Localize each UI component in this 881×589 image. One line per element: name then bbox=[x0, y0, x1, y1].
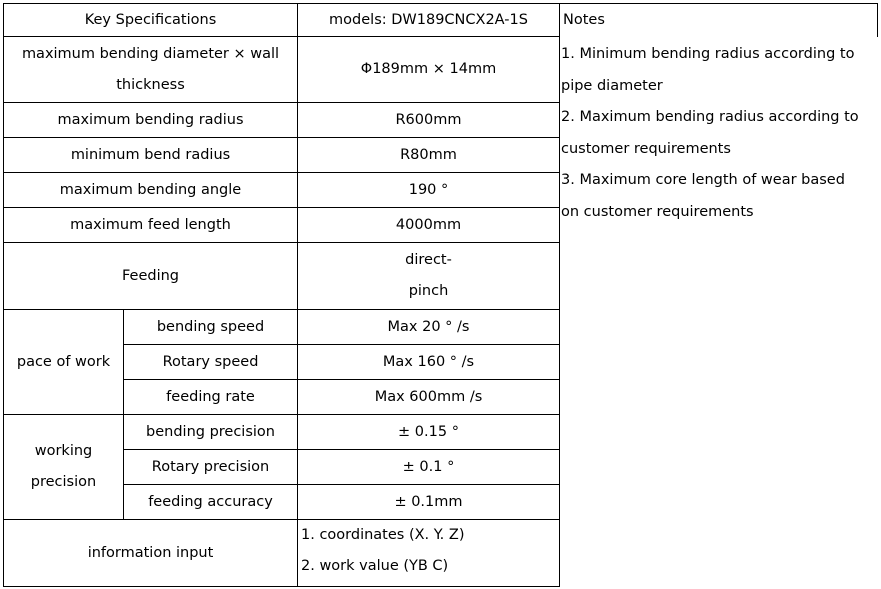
pace-item-value bbox=[298, 345, 559, 379]
precision-item-value bbox=[298, 485, 559, 519]
row-value-text: ± 0.1mm bbox=[394, 493, 463, 510]
row-label-text: feeding rate bbox=[166, 388, 255, 405]
row-max-radius-value bbox=[298, 103, 559, 137]
row-label-text: Feeding bbox=[121, 267, 180, 284]
row-value-text: ± 0.15 ° bbox=[398, 423, 459, 440]
row-value-line: direct- bbox=[405, 252, 452, 268]
row-max-angle-value bbox=[298, 173, 559, 207]
row-value-text: 4000mm bbox=[395, 216, 462, 233]
row-label-text: maximum feed length bbox=[70, 216, 231, 233]
row-value-text: Max 600mm /s bbox=[374, 388, 483, 405]
row-label-text: maximum bending angle bbox=[59, 181, 242, 198]
precision-item-value bbox=[298, 415, 559, 449]
header-model bbox=[298, 4, 559, 36]
pace-group-label bbox=[4, 310, 123, 414]
row-label-line: thickness bbox=[116, 76, 185, 93]
row-min-radius-value bbox=[298, 138, 559, 172]
precision-item-value bbox=[298, 450, 559, 484]
row-feed-length-label bbox=[4, 208, 297, 242]
header-model-text: models: DW189CNCX2A-1S bbox=[329, 11, 528, 28]
row-label-text: bending precision bbox=[146, 423, 275, 440]
row-label-text: bending speed bbox=[156, 318, 265, 335]
pace-item-value bbox=[298, 310, 559, 344]
info-line: 1. coordinates (X. Y. Z) bbox=[301, 527, 465, 543]
pace-item-label bbox=[124, 380, 297, 414]
info-value bbox=[298, 520, 559, 586]
info-label bbox=[4, 520, 297, 586]
note-line: 1. Minimum bending radius according to bbox=[561, 46, 855, 62]
row-bending-diameter-value bbox=[298, 37, 559, 102]
row-label-text: information input bbox=[87, 544, 214, 561]
precision-item-label bbox=[124, 415, 297, 449]
row-value-text: Φ189mm × 14mm bbox=[360, 61, 497, 77]
row-value-text: Max 20 ° /s bbox=[387, 318, 470, 335]
row-value-line: pinch bbox=[408, 283, 449, 299]
row-bending-diameter-label bbox=[4, 37, 297, 102]
note-line: customer requirements bbox=[561, 140, 731, 157]
header-spec bbox=[4, 4, 297, 36]
group-label-line: precision bbox=[30, 474, 97, 490]
header-notes-text: Notes bbox=[563, 11, 605, 28]
row-feeding-value bbox=[298, 243, 559, 309]
row-label-text: feeding accuracy bbox=[148, 493, 273, 510]
row-feeding-label bbox=[4, 243, 297, 309]
row-value-text: R80mm bbox=[400, 146, 457, 163]
group-label-text: pace of work bbox=[16, 353, 111, 370]
row-label-text: minimum bend radius bbox=[70, 146, 231, 163]
note-line: 2. Maximum bending radius according to bbox=[561, 109, 859, 125]
row-feed-length-value bbox=[298, 208, 559, 242]
row-value-text: Max 160 ° /s bbox=[382, 353, 475, 370]
row-label-text: Rotary precision bbox=[151, 458, 270, 475]
header-spec-text: Key Specifications bbox=[84, 11, 217, 28]
row-label-text: Rotary speed bbox=[162, 353, 259, 370]
note-line: pipe diameter bbox=[561, 77, 663, 94]
info-line: 2. work value (YB C) bbox=[301, 558, 449, 574]
header-notes bbox=[560, 4, 877, 36]
row-max-radius-label bbox=[4, 103, 297, 137]
row-value-text: 190 ° bbox=[408, 181, 449, 198]
row-value-text: R600mm bbox=[395, 111, 462, 128]
precision-group-label bbox=[4, 415, 123, 519]
row-label-line: maximum bending diameter × wall bbox=[21, 45, 280, 62]
note-line: on customer requirements bbox=[561, 203, 754, 220]
pace-item-label bbox=[124, 310, 297, 344]
pace-item-label bbox=[124, 345, 297, 379]
row-label-text: maximum bending radius bbox=[57, 111, 244, 128]
row-min-radius-label bbox=[4, 138, 297, 172]
precision-item-label bbox=[124, 450, 297, 484]
note-line: 3. Maximum core length of wear based bbox=[561, 172, 845, 188]
notes-column bbox=[561, 39, 876, 228]
group-label-line: working bbox=[34, 443, 93, 459]
pace-item-value bbox=[298, 380, 559, 414]
row-max-angle-label bbox=[4, 173, 297, 207]
row-value-text: ± 0.1 ° bbox=[402, 458, 455, 475]
precision-item-label bbox=[124, 485, 297, 519]
